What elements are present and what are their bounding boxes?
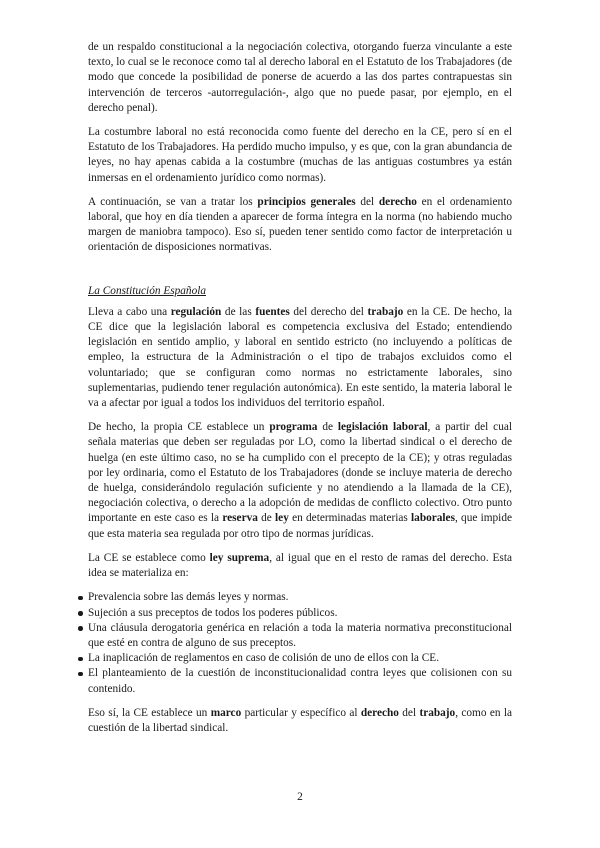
bullet-icon — [78, 672, 83, 677]
list-item-text: Prevalencia sobre las demás leyes y normas. — [88, 591, 289, 604]
page-number: 2 — [297, 791, 303, 803]
list-item-text: Sujeción a sus preceptos de todos los poderes públicos. — [88, 606, 338, 619]
list-item — [88, 666, 512, 696]
bullet-icon — [78, 596, 83, 601]
list-item — [88, 621, 512, 651]
list-item-text: El planteamiento de la cuestión de inconstitucionalidad contra leyes que colisionen con su contenido. — [88, 667, 512, 695]
bold-text: marco — [210, 706, 242, 719]
bullet-icon — [78, 611, 83, 616]
text-run: de — [257, 512, 276, 525]
text-run: en el ordenamiento laboral, que hoy en día tienden a aparecer de forma íntegra en la norma (no habiendo mucho margen de maniobra tampoco). Eso sí, pueden tener sentido como factor de interpretación u orientación de disposiciones normativas. — [88, 195, 512, 254]
paragraph — [88, 305, 512, 411]
section-heading: La Constitución Española — [88, 284, 206, 297]
paragraph — [88, 40, 512, 116]
bold-text: derecho — [360, 706, 399, 719]
bold-text: ley — [275, 512, 289, 525]
bold-text: laborales — [411, 512, 455, 525]
paragraph — [88, 420, 512, 542]
text-run: particular y específico al — [241, 706, 361, 719]
list-item-text: Una cláusula derogatoria genérica en relación a toda la materia normativa preconstitucional que esté en contra de alguno de sus preceptos. — [88, 621, 512, 649]
bold-text: programa — [269, 421, 318, 434]
bold-text: derecho — [378, 195, 417, 208]
bold-text: fuentes — [255, 305, 290, 318]
text-run: De hecho, la propia CE establece un — [88, 421, 270, 434]
paragraph — [88, 706, 512, 736]
bold-text: principios generales — [257, 195, 356, 208]
text-run: A continuación, se van a tratar los — [88, 195, 258, 208]
bold-text: regulación — [170, 305, 222, 318]
text-run: , a partir del cual señala materias que deben ser reguladas por LO, como la libertad sindical o el derecho de huelga (en este último caso, no se ha cumplido con el precepto de la CE); y otras reguladas por ley ordinaria, como el Estatuto de los Trabajadores (donde se incluye materia de derecho de huelga, considerándolo regulación suficiente y no atendiendo a la llamada de la CE), negociación colectiva, o derecho a la adopción de medidas de conflicto colectivo. Otro punto importante en este caso es la — [88, 421, 513, 525]
paragraphs-section — [88, 305, 512, 581]
text-run: de — [317, 421, 338, 434]
bullet-list — [88, 590, 512, 696]
text-run: del — [355, 195, 379, 208]
text-run: Eso sí, la CE establece un — [88, 706, 211, 719]
text-run: en la CE. De hecho, la CE dice que la legislación laboral es competencia exclusiva del Estado; entendiendo legislación en sentido amplio, y laboral en sentido estricto (no incluyendo a políticas de empleo, la estructura de la Administración o el tipo de trabajos excluidos como el voluntariado; que se configuran como normas no estrictamente laborales, sino suplementarias, pudiendo tener regulación autonómica). En este sentido, la materia laboral le va a afectar por igual a todos los individuos del territorio español. — [88, 305, 512, 410]
bold-text: reserva — [222, 512, 258, 525]
text-run: del derecho del — [289, 305, 368, 318]
list-item-text: La inaplicación de reglamentos en caso de colisión de uno de ellos con la CE. — [88, 652, 440, 665]
list-item — [88, 651, 512, 666]
list-item — [88, 590, 512, 605]
text-run: en determinadas materias — [288, 512, 412, 525]
paragraphs-top — [88, 40, 512, 256]
paragraph — [88, 125, 512, 186]
paragraphs-bottom — [88, 706, 512, 736]
list-item — [88, 606, 512, 621]
bullet-icon — [78, 626, 83, 631]
bold-text: legislación laboral — [337, 421, 428, 434]
text-run: , que impide que esta materia sea regulada por otro tipo de normas jurídicas. — [88, 512, 512, 540]
bullet-icon — [78, 657, 83, 662]
paragraph — [88, 195, 512, 256]
bold-text: ley suprema — [209, 551, 270, 564]
text-run: La costumbre laboral no está reconocida como fuente del derecho en la CE, pero sí en el Estatuto de los Trabajadores. Ha perdido mucho impulso, y es que, con la gran abundancia de leyes, no hay apenas cabida a la costumbre (muchas de las antiguas costumbres ya están inmersas en el ordenamiento jurídico como normas). — [88, 126, 512, 184]
text-run: del — [398, 706, 420, 719]
text-run: , al igual que en el resto de ramas del derecho. Esta idea se materializa en: — [88, 551, 512, 580]
text-run: de las — [221, 305, 256, 318]
text-run: La CE se establece como — [88, 551, 210, 564]
text-run: de un respaldo constitucional a la negociación colectiva, otorgando fuerza vinculante a este texto, lo cual se le reconoce como tal al derecho laboral en el Estatuto de los Trabajadores (de modo que concede la posibilidad de ponerse de acuerdo a las dos partes contrapuestas sin intervención de terceros -autorregulación-, algo que no puede pasar, por ejemplo, en el derecho penal). — [88, 41, 512, 114]
paragraph — [88, 551, 512, 581]
bold-text: trabajo — [367, 305, 404, 318]
bold-text: trabajo — [419, 706, 456, 719]
text-run: , como en la cuestión de la libertad sindical. — [88, 706, 513, 734]
text-run: Lleva a cabo una — [88, 305, 171, 318]
